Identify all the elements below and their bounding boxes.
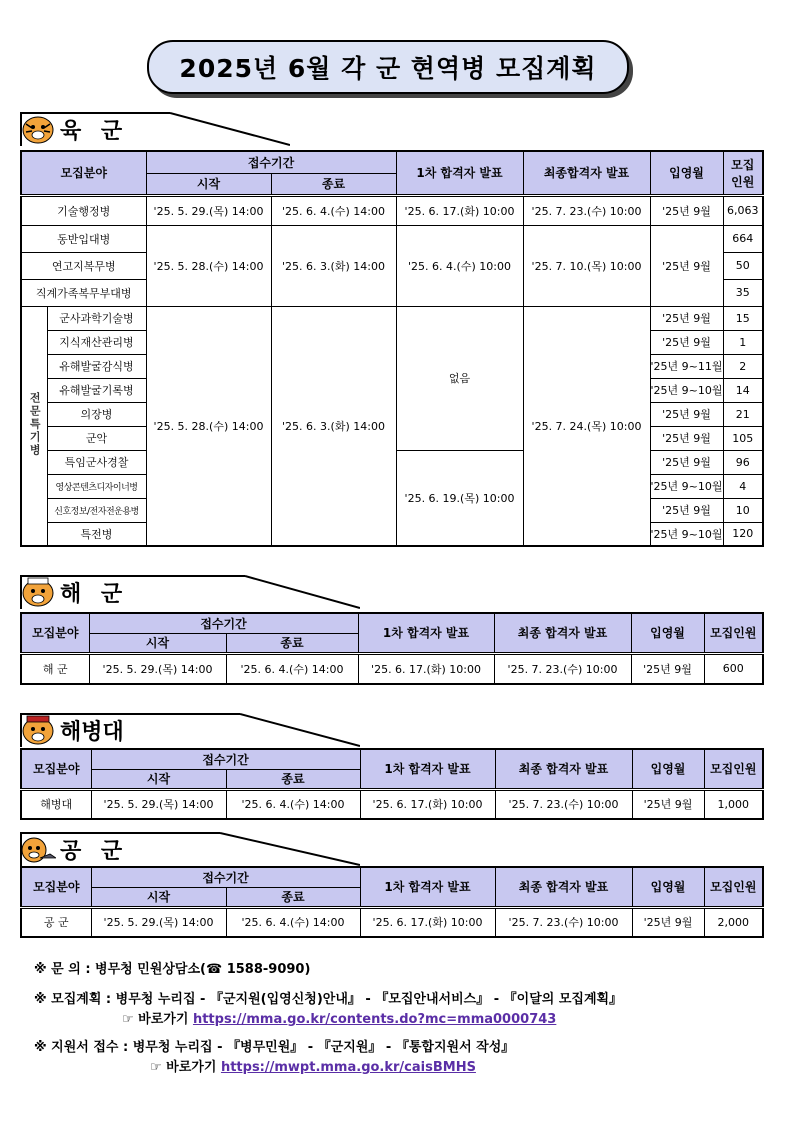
- apply-link[interactable]: https://mwpt.mma.go.kr/caisBMHS: [220, 1060, 476, 1075]
- enlist-cell: '25년 9~11월: [650, 354, 723, 378]
- end-cell: '25. 6. 4.(수) 14:00: [226, 653, 358, 684]
- field-cell: 기술행정병: [21, 195, 146, 225]
- airforce-section-header: [20, 832, 760, 866]
- enlist-cell: '25년 9월: [650, 402, 723, 426]
- quota-cell: 14: [723, 378, 763, 402]
- field-cell: 직계가족복무부대병: [21, 279, 146, 306]
- enlist-cell: '25년 9~10월: [650, 378, 723, 402]
- table-row: [21, 225, 763, 252]
- enlist-cell: '25년 9월: [650, 330, 723, 354]
- table-row: [21, 306, 763, 330]
- inquiry-note: ※ 문 의 : 병무청 민원상담소(☎ 1588-9090): [34, 962, 311, 977]
- col-field: 모집분야: [21, 151, 146, 195]
- col-first: 1차 합격자 발표: [396, 151, 523, 195]
- col-start: 시작: [91, 887, 226, 907]
- quota-cell: 2,000: [704, 907, 763, 937]
- header-divider: [245, 575, 360, 609]
- start-cell: '25. 5. 29.(목) 14:00: [91, 789, 226, 819]
- end-cell: '25. 6. 4.(수) 14:00: [226, 907, 360, 937]
- enlist-cell: '25년 9월: [650, 450, 723, 474]
- col-final: 최종합격자 발표: [523, 151, 650, 195]
- special-group-label: 전문특기병: [21, 306, 47, 546]
- end-cell: '25. 6. 4.(수) 14:00: [226, 789, 360, 819]
- first-cell: '25. 6. 17.(화) 10:00: [360, 907, 495, 937]
- field-cell: 해 군: [21, 653, 89, 684]
- field-cell: 공 군: [21, 907, 91, 937]
- plan-go-label: ☞ 바로가기: [122, 1012, 189, 1027]
- col-quota: 모집인원: [704, 749, 763, 789]
- enlist-cell: '25년 9월: [650, 225, 723, 306]
- quota-cell: 120: [723, 522, 763, 546]
- quota-cell: 10: [723, 498, 763, 522]
- enlist-cell: '25년 9월: [650, 426, 723, 450]
- start-cell: '25. 5. 29.(목) 14:00: [89, 653, 226, 684]
- table-row: [21, 653, 763, 684]
- col-first: 1차 합격자 발표: [360, 749, 495, 789]
- col-start: 시작: [146, 173, 271, 195]
- apply-go-label: ☞ 바로가기: [150, 1060, 217, 1075]
- airforce-table: [20, 866, 764, 938]
- enlist-cell: '25년 9~10월: [650, 474, 723, 498]
- col-period: 접수기간: [146, 151, 396, 173]
- page-title: 2025년 6월 각 군 현역병 모집계획: [147, 40, 629, 94]
- end-cell: '25. 6. 3.(화) 14:00: [271, 306, 396, 546]
- field-cell: 특임군사경찰: [47, 450, 146, 474]
- col-field: 모집분야: [21, 867, 91, 907]
- quota-cell: 50: [723, 252, 763, 279]
- table-row: [21, 789, 763, 819]
- col-quota: 모집 인원: [723, 151, 763, 195]
- col-enlist: 입영월: [632, 749, 704, 789]
- col-first: 1차 합격자 발표: [360, 867, 495, 907]
- table-row: [21, 195, 763, 225]
- col-quota: 모집인원: [704, 867, 763, 907]
- apply-shortcut: [150, 1056, 476, 1075]
- quota-cell: 96: [723, 450, 763, 474]
- start-cell: '25. 5. 29.(목) 14:00: [91, 907, 226, 937]
- quota-cell: 6,063: [723, 195, 763, 225]
- quota-cell: 105: [723, 426, 763, 450]
- start-cell: '25. 5. 28.(수) 14:00: [146, 225, 271, 306]
- enlist-cell: '25년 9월: [650, 195, 723, 225]
- final-cell: '25. 7. 23.(수) 10:00: [523, 195, 650, 225]
- marine-label: 해병대: [60, 720, 124, 745]
- col-enlist: 입영월: [631, 613, 704, 653]
- quota-cell: 15: [723, 306, 763, 330]
- header-divider: [170, 112, 290, 146]
- col-enlist: 입영월: [632, 867, 704, 907]
- field-cell: 군악: [47, 426, 146, 450]
- airforce-label: 공 군: [60, 839, 129, 864]
- tiger-mascot-icon: [20, 114, 56, 146]
- apply-note: ※ 지원서 접수 : 병무청 누리집 - 『병무민원』 - 『군지원』 - 『통합지원서 작성』: [34, 1040, 515, 1055]
- start-cell: '25. 5. 28.(수) 14:00: [146, 306, 271, 546]
- final-cell: '25. 7. 23.(수) 10:00: [495, 907, 632, 937]
- tiger-mascot-icon: [20, 715, 56, 747]
- tiger-mascot-icon: [20, 834, 56, 866]
- col-period: 접수기간: [91, 867, 360, 887]
- marine-table: [20, 748, 764, 820]
- army-table: [20, 150, 764, 547]
- plan-shortcut: [122, 1008, 556, 1027]
- field-cell: 유해발굴기록병: [47, 378, 146, 402]
- quota-cell: 600: [704, 653, 763, 684]
- table-row: [21, 907, 763, 937]
- start-cell: '25. 5. 29.(목) 14:00: [146, 195, 271, 225]
- col-end: 종료: [226, 769, 360, 789]
- col-end: 종료: [226, 633, 358, 653]
- field-cell: 동반입대병: [21, 225, 146, 252]
- quota-cell: 35: [723, 279, 763, 306]
- enlist-cell: '25년 9월: [632, 907, 704, 937]
- quota-cell: 664: [723, 225, 763, 252]
- navy-table: [20, 612, 764, 685]
- field-cell: 특전병: [47, 522, 146, 546]
- field-cell: 군사과학기술병: [47, 306, 146, 330]
- col-field: 모집분야: [21, 749, 91, 789]
- enlist-cell: '25년 9월: [632, 789, 704, 819]
- end-cell: '25. 6. 4.(수) 14:00: [271, 195, 396, 225]
- final-cell: '25. 7. 24.(목) 10:00: [523, 306, 650, 546]
- col-end: 종료: [226, 887, 360, 907]
- final-cell: '25. 7. 10.(목) 10:00: [523, 225, 650, 306]
- first-cell: '25. 6. 17.(화) 10:00: [358, 653, 494, 684]
- field-cell: 신호정보/전자전운용병: [47, 498, 146, 522]
- end-cell: '25. 6. 3.(화) 14:00: [271, 225, 396, 306]
- enlist-cell: '25년 9~10월: [650, 522, 723, 546]
- first-cell: '25. 6. 4.(수) 10:00: [396, 225, 523, 306]
- field-cell: 연고지복무병: [21, 252, 146, 279]
- first-cell: '25. 6. 17.(화) 10:00: [360, 789, 495, 819]
- col-enlist: 입영월: [650, 151, 723, 195]
- marine-section-header: [20, 713, 760, 747]
- col-start: 시작: [91, 769, 226, 789]
- quota-cell: 1: [723, 330, 763, 354]
- col-period: 접수기간: [89, 613, 358, 633]
- quota-cell: 4: [723, 474, 763, 498]
- enlist-cell: '25년 9월: [650, 498, 723, 522]
- field-cell: 의장병: [47, 402, 146, 426]
- col-field: 모집분야: [21, 613, 89, 653]
- col-final: 최종 합격자 발표: [495, 749, 632, 789]
- first-cell: '25. 6. 17.(화) 10:00: [396, 195, 523, 225]
- col-end: 종료: [271, 173, 396, 195]
- enlist-cell: '25년 9월: [650, 306, 723, 330]
- col-final: 최종 합격자 발표: [494, 613, 631, 653]
- field-cell: 해병대: [21, 789, 91, 819]
- navy-section-header: [20, 575, 760, 609]
- col-first: 1차 합격자 발표: [358, 613, 494, 653]
- army-section-header: [20, 112, 760, 146]
- army-label: 육 군: [60, 119, 129, 144]
- plan-note: ※ 모집계획 : 병무청 누리집 - 『군지원(입영신청)안내』 - 『모집안내서비스』 - 『이달의 모집계획』: [34, 992, 623, 1007]
- header-divider: [240, 713, 360, 747]
- final-cell: '25. 7. 23.(수) 10:00: [494, 653, 631, 684]
- header-divider: [220, 832, 360, 866]
- quota-cell: 21: [723, 402, 763, 426]
- quota-cell: 1,000: [704, 789, 763, 819]
- first-cell: '25. 6. 19.(목) 10:00: [396, 450, 523, 546]
- col-final: 최종 합격자 발표: [495, 867, 632, 907]
- enlist-cell: '25년 9월: [631, 653, 704, 684]
- final-cell: '25. 7. 23.(수) 10:00: [495, 789, 632, 819]
- field-cell: 유해발굴감식병: [47, 354, 146, 378]
- field-cell: 지식재산관리병: [47, 330, 146, 354]
- col-quota: 모집인원: [704, 613, 763, 653]
- col-start: 시작: [89, 633, 226, 653]
- plan-link[interactable]: https://mma.go.kr/contents.do?mc=mma0000743: [192, 1012, 557, 1027]
- quota-cell: 2: [723, 354, 763, 378]
- field-cell: 영상콘텐츠디자이너병: [47, 474, 146, 498]
- tiger-mascot-icon: [20, 577, 56, 609]
- col-period: 접수기간: [91, 749, 360, 769]
- navy-label: 해 군: [60, 582, 129, 607]
- first-cell: 없음: [396, 306, 523, 450]
